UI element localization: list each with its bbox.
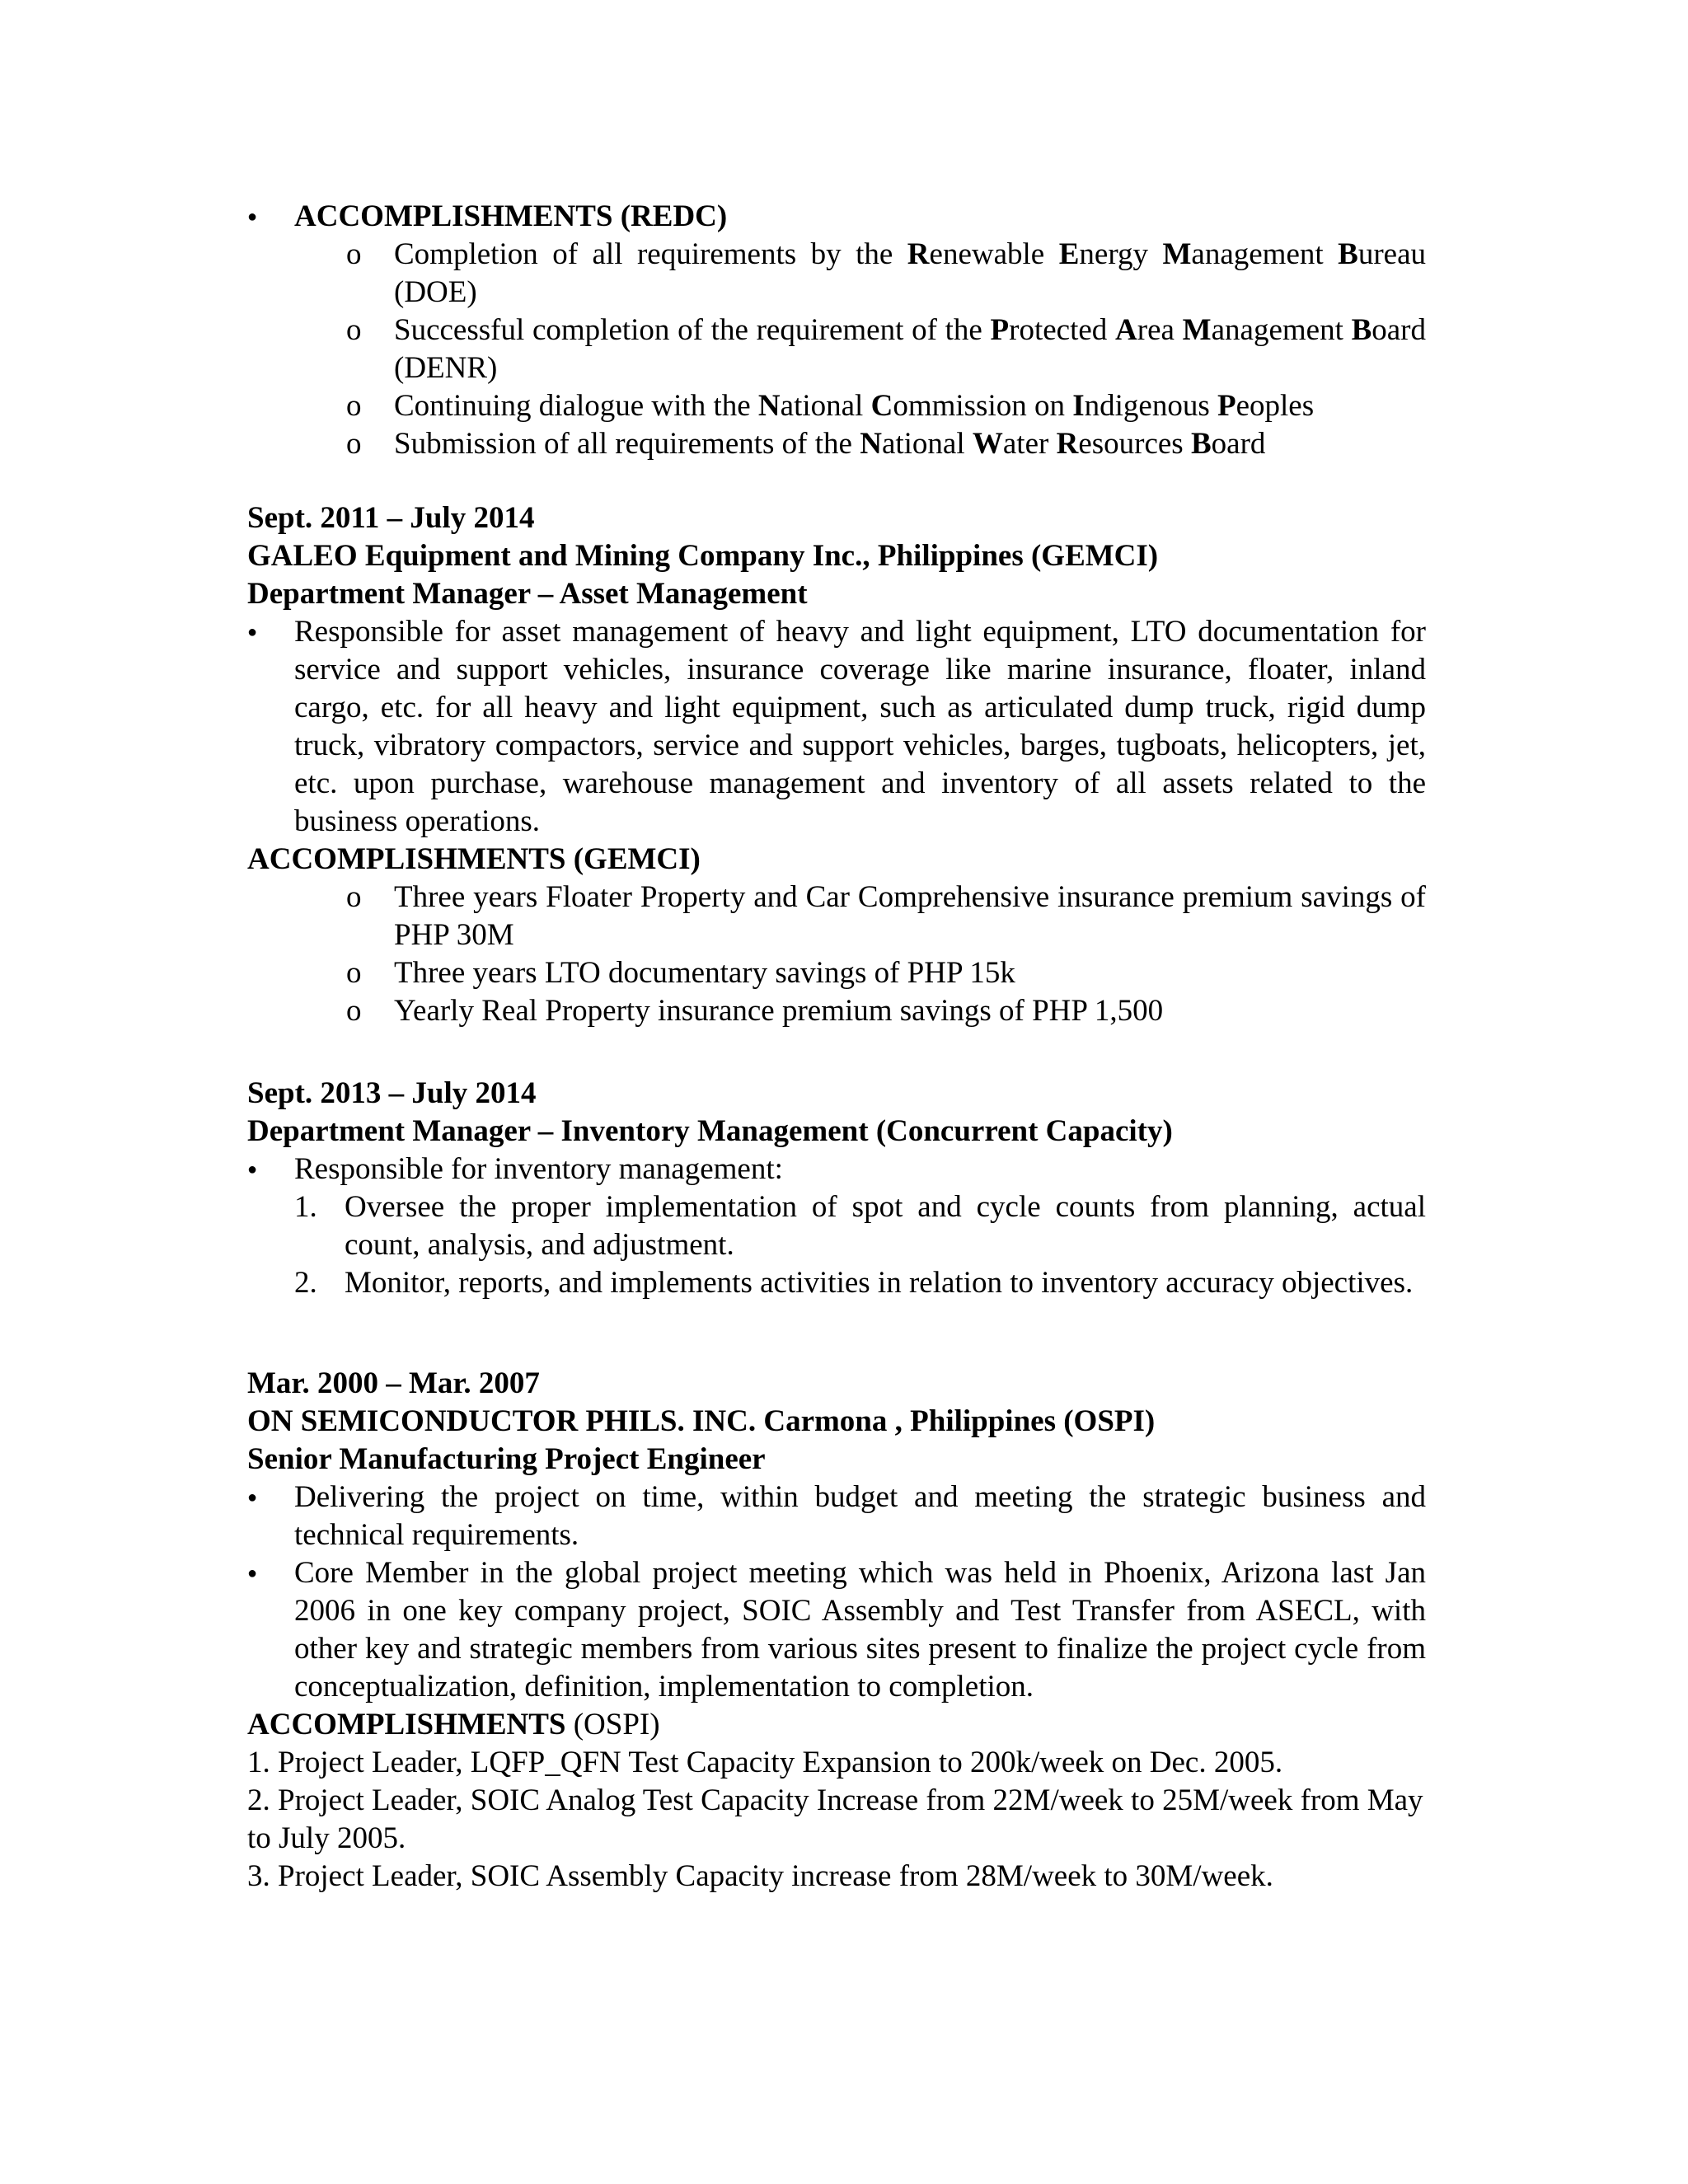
text-run: ater (1002, 427, 1057, 461)
ospi-accomplishments-heading-rest: (OSPI) (565, 1708, 660, 1741)
sub-bullet-icon: o (346, 994, 362, 1028)
ospi-accomplishment-item: 3. Project Leader, SOIC Assembly Capacity increase from 28M/week to 30M/week. (247, 1859, 1273, 1893)
gemci-accomplishment-text: Yearly Real Property insurance premium savings of PHP 1,500 (394, 994, 1164, 1028)
text-run: B (1351, 313, 1372, 347)
ospi-responsibility-text: Delivering the project on time, within budget and meeting the strategic business and technical requirements. (294, 1480, 1426, 1552)
ospi-accomplishment-list (247, 1744, 1426, 1896)
gemci-accomplishment-text: Three years Floater Property and Car Comprehensive insurance premium savings of PHP 30M (394, 880, 1426, 952)
bullet-icon: ● (247, 1564, 258, 1582)
text-run: M (1162, 237, 1192, 271)
text-run: R (1056, 427, 1079, 461)
text-run: P (990, 313, 1010, 347)
redc-accomplishment-text (394, 313, 1426, 385)
redc-heading-row (247, 198, 1426, 236)
gemci-responsibility-text: Responsible for asset management of heavy and light equipment, LTO documentation for service and support vehicles, insurance coverage like marine insurance, floater, inland cargo, etc. for all heavy and light equipment, such as articulated dump truck, rigid dump truck, vibratory compactors, service and support vehicles, barges, tugboats, helicopters, jet, etc. upon purchase, warehouse management and inventory of all assets related to the business operations. (294, 615, 1426, 838)
text-run: Submission of all requirements of the (394, 427, 860, 461)
sub-bullet-icon: o (346, 880, 362, 914)
inventory-dates: Sept. 2013 – July 2014 (247, 1076, 537, 1110)
inventory-task-text: Oversee the proper implementation of spot and cycle counts from planning, actual count, analysis, and adjustment. (345, 1190, 1426, 1262)
text-run: C (870, 389, 893, 423)
text-run: ureau (DOE) (394, 237, 1427, 309)
inventory-task-text: Monitor, reports, and implements activities in relation to inventory accuracy objectives. (345, 1266, 1414, 1300)
sub-bullet-icon: o (346, 956, 362, 990)
text-run: M (1182, 313, 1212, 347)
text-run: oard (1211, 427, 1266, 461)
gemci-responsibility (247, 613, 1426, 841)
redc-accomplishment-item (247, 425, 1426, 463)
text-run: I (1072, 389, 1085, 423)
gemci-accomplishment-text: Three years LTO documentary savings of PHP 15k (394, 956, 1015, 990)
redc-accomplishment-item (247, 312, 1426, 387)
text-run: N (757, 389, 781, 423)
sub-bullet-icon: o (346, 389, 362, 423)
text-run: A (1115, 313, 1137, 347)
task-number: 1. (294, 1190, 317, 1224)
ospi-responsibility-item (247, 1479, 1426, 1554)
text-run: ndigenous (1084, 389, 1217, 423)
ospi-responsibility-item (247, 1554, 1426, 1706)
ospi-responsibility-text: Core Member in the global project meeting which was held in Phoenix, Arizona last Jan 2006 in one key company project, SOIC Assembly and Test Transfer from ASECL, with other key and strategic members from various sites present to finalize the project cycle from conceptualization, definition, implementation to completion. (294, 1556, 1426, 1704)
sub-bullet-icon: o (346, 237, 362, 271)
text-run: anagement (1191, 237, 1339, 271)
ospi-accomplishments-heading-bold: ACCOMPLISHMENTS (247, 1708, 566, 1741)
text-run: eoples (1236, 389, 1315, 423)
text-run: N (860, 427, 882, 461)
text-run: nergy (1079, 237, 1163, 271)
text-run: ational (881, 427, 973, 461)
ospi-company: ON SEMICONDUCTOR PHILS. INC. Carmona , Philippines (OSPI) (247, 1404, 1156, 1438)
redc-accomplishment-item (247, 236, 1426, 312)
gemci-section (247, 499, 1426, 1030)
text-run: enewable (929, 237, 1059, 271)
gemci-company: GALEO Equipment and Mining Company Inc., Philippines (GEMCI) (247, 539, 1159, 573)
redc-accomplishment-text (394, 389, 1314, 423)
inventory-section (247, 1075, 1426, 1302)
bullet-icon: ● (247, 623, 258, 641)
gemci-role: Department Manager – Asset Management (247, 577, 808, 611)
text-run: rotected (1009, 313, 1116, 347)
text-run: E (1058, 237, 1080, 271)
text-run: B (1338, 237, 1358, 271)
text-run: P (1217, 389, 1236, 423)
sub-bullet-icon: o (346, 313, 362, 347)
ospi-responsibility-list (247, 1479, 1426, 1706)
text-run: ommission on (893, 389, 1073, 423)
text-run: oard (DENR) (394, 313, 1426, 385)
inventory-role: Department Manager – Inventory Management (Concurrent Capacity) (247, 1114, 1173, 1148)
bullet-icon: ● (247, 1488, 258, 1507)
text-run: esources (1078, 427, 1191, 461)
inventory-task-item (247, 1264, 1426, 1302)
gemci-accomplishment-list (247, 879, 1426, 1030)
text-run: B (1190, 427, 1212, 461)
bullet-icon: ● (247, 1160, 258, 1179)
text-run: rea (1137, 313, 1183, 347)
inventory-responsibility (247, 1151, 1426, 1188)
bullet-icon: ● (247, 208, 258, 226)
redc-heading: ACCOMPLISHMENTS (REDC) (294, 199, 728, 233)
inventory-responsibility-text: Responsible for inventory management: (294, 1152, 783, 1186)
text-run: anagement (1211, 313, 1352, 347)
redc-accomplishment-text (394, 427, 1265, 461)
ospi-accomplishments-heading (247, 1706, 1426, 1744)
ospi-accomplishment-item: 2. Project Leader, SOIC Analog Test Capacity Increase from 22M/week to 25M/week from May to July 2005. (247, 1783, 1423, 1855)
ospi-section (247, 1365, 1426, 1896)
text-run: Completion of all requirements by the (394, 237, 907, 271)
ospi-accomplishment-item: 1. Project Leader, LQFP_QFN Test Capacity Expansion to 200k/week on Dec. 2005. (247, 1746, 1283, 1779)
text-run: R (907, 237, 930, 271)
gemci-accomplishment-item (247, 992, 1426, 1030)
text-run: ational (780, 389, 871, 423)
text-run: W (972, 427, 1003, 461)
ospi-role: Senior Manufacturing Project Engineer (247, 1442, 766, 1476)
redc-section (247, 198, 1426, 463)
task-number: 2. (294, 1266, 317, 1300)
gemci-dates: Sept. 2011 – July 2014 (247, 501, 535, 535)
sub-bullet-icon: o (346, 427, 362, 461)
text-run: Successful completion of the requirement of the (394, 313, 991, 347)
redc-accomplishment-item (247, 387, 1426, 425)
redc-accomplishment-list (247, 236, 1426, 463)
gemci-accomplishment-item (247, 879, 1426, 954)
gemci-accomplishment-item (247, 954, 1426, 992)
inventory-task-list (247, 1188, 1426, 1302)
text-run: Continuing dialogue with the (394, 389, 758, 423)
redc-accomplishment-text (394, 237, 1426, 309)
gemci-accomplishments-heading: ACCOMPLISHMENTS (GEMCI) (247, 842, 701, 876)
inventory-task-item (247, 1188, 1426, 1264)
ospi-dates: Mar. 2000 – Mar. 2007 (247, 1366, 540, 1400)
